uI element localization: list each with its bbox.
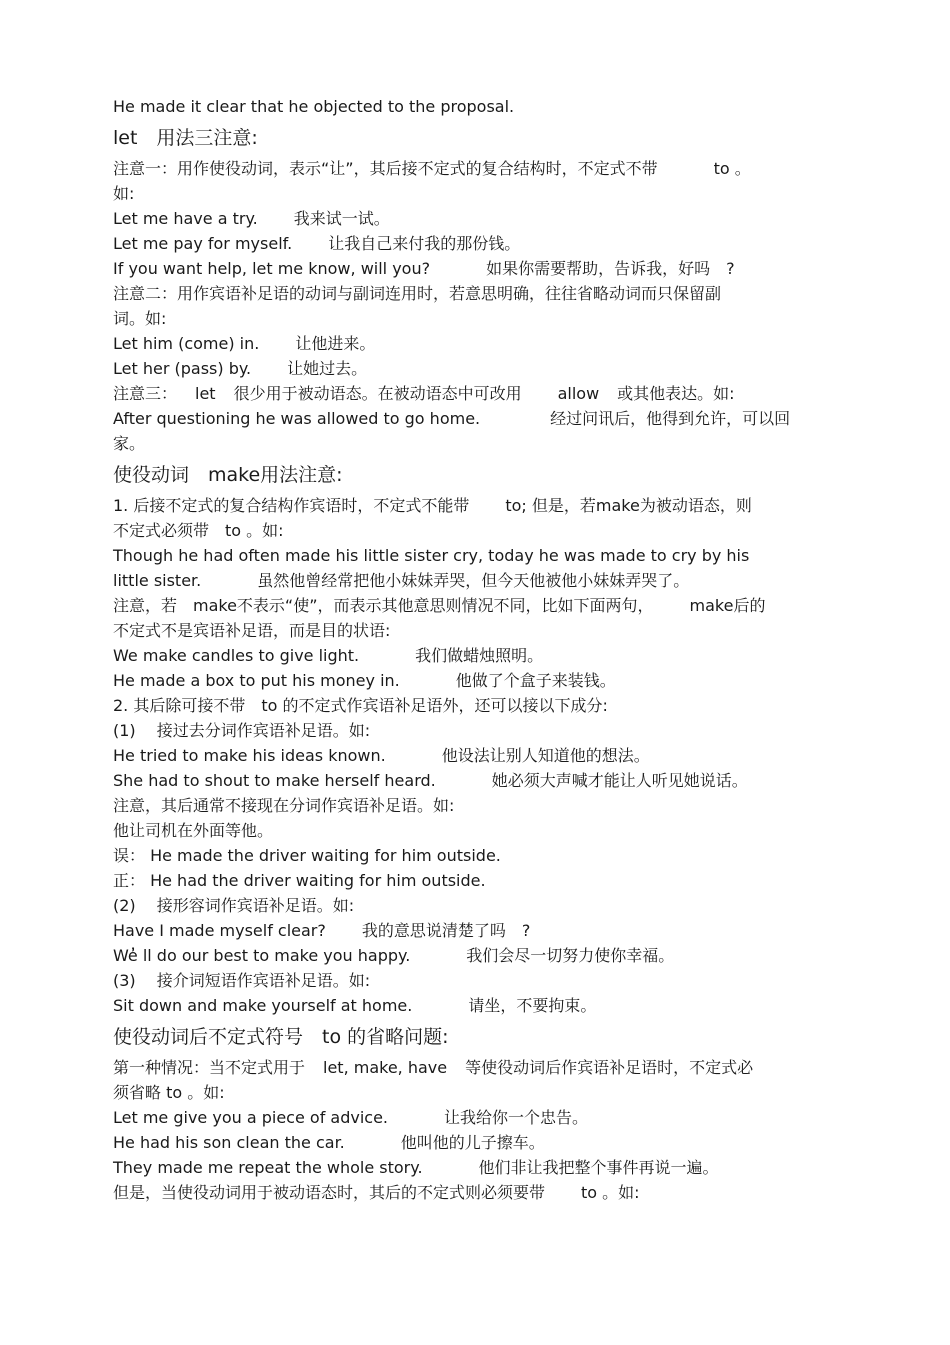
example-line: He tried to make his ideas known. 他设法让别人知道他的想法。: [113, 746, 650, 765]
example-line: After questioning he was allowed to go home. 经过问讯后，他得到允许，可以回: [113, 409, 791, 428]
example-line: 正： He had the driver waiting for him outside.: [113, 871, 486, 890]
note-line: 注意一：用作使役动词，表示“让”，其后接不定式的复合结构时，不定式不带 to 。: [113, 159, 751, 178]
example-line: If you want help, let me know, will you? 如果你需要帮助，告诉我，好吗 ?: [113, 259, 735, 278]
example-line: He had his son clean the car. 他叫他的儿子擦车。: [113, 1133, 545, 1152]
note-line: 2. 其后除可接不带 to 的不定式作宾语补足语外，还可以接以下成分:: [113, 696, 608, 715]
note-line: 注意，若 make不表示“使”，而表示其他意思则情况不同，比如下面两句， make后的: [113, 596, 766, 615]
example-line: 误： He made the driver waiting for him outside.: [113, 846, 501, 865]
note-line: 注意二：用作宾语补足语的动词与副词连用时，若意思明确，往往省略动词而只保留副: [113, 284, 722, 303]
note-line: 须省略 to 。如:: [113, 1083, 225, 1102]
example-line: Let me give you a piece of advice. 让我给你一个忠告。: [113, 1108, 589, 1127]
example-line: Have I made myself clear? 我的意思说清楚了吗 ?: [113, 921, 531, 940]
note-line: 第一种情况：当不定式用于 let, make, have 等使役动词后作宾语补足语时，不定式必: [113, 1058, 754, 1077]
note-line: 词。如:: [113, 309, 167, 328]
note-line: (1) 接过去分词作宾语补足语。如:: [113, 721, 371, 740]
example-line: Let me have a try. 我来试一试。: [113, 209, 390, 228]
note-line: 但是，当使役动词用于被动语态时，其后的不定式则必须要带 to 。如:: [113, 1183, 640, 1202]
note-line: 不定式不是宾语补足语，而是目的状语:: [113, 621, 391, 640]
note-line: 不定式必须带 to 。如:: [113, 521, 284, 540]
note-line: 注意，其后通常不接现在分词作宾语补足语。如:: [113, 796, 455, 815]
example-line: Let me pay for myself. 让我自己来付我的那份钱。: [113, 234, 521, 253]
example-line: We make candles to give light. 我们做蜡烛照明。: [113, 646, 544, 665]
note-line: (3) 接介词短语作宾语补足语。如:: [113, 971, 371, 990]
example-line: He made a box to put his money in. 他做了个盒子来装钱。: [113, 671, 616, 690]
example-line: Let her (pass) by. 让她过去。: [113, 359, 368, 378]
example-line: She had to shout to make herself heard. 她必须大声喊才能让人听见她说话。: [113, 771, 748, 790]
document-body: [113, 94, 843, 1205]
example-line: We̓ ll do our best to make you happy. 我们会尽一切努力使你幸福。: [113, 946, 675, 965]
example-line: They made me repeat the whole story. 他们非让我把整个事件再说一遍。: [113, 1158, 719, 1177]
example-line: Let him (come) in. 让他进来。: [113, 334, 376, 353]
note-line: 1. 后接不定式的复合结构作宾语时，不定式不能带 to; 但是，若make为被动语态，则: [113, 496, 752, 515]
example-line: 他让司机在外面等他。: [113, 821, 274, 840]
note-line: 如:: [113, 184, 135, 203]
example-line: little sister. 虽然他曾经常把他小妹妹弄哭，但今天他被他小妹妹弄哭了。: [113, 571, 690, 590]
section-heading-let: let 用法三注意:: [113, 127, 258, 149]
example-line: 家。: [113, 434, 146, 453]
section-heading-to-omission: 使役动词后不定式符号 to 的省略问题:: [113, 1026, 449, 1048]
note-line: (2) 接形容词作宾语补足语。如:: [113, 896, 355, 915]
section-heading-make: 使役动词 make用法注意:: [113, 464, 343, 486]
example-sentence: He made it clear that he objected to the proposal.: [113, 97, 515, 116]
note-line: 注意三： let 很少用于被动语态。在被动语态中可改用 allow 或其他表达。如:: [113, 384, 735, 403]
example-line: Though he had often made his little sister cry, today he was made to cry by his: [113, 546, 750, 565]
example-line: Sit down and make yourself at home. 请坐，不要拘束。: [113, 996, 597, 1015]
